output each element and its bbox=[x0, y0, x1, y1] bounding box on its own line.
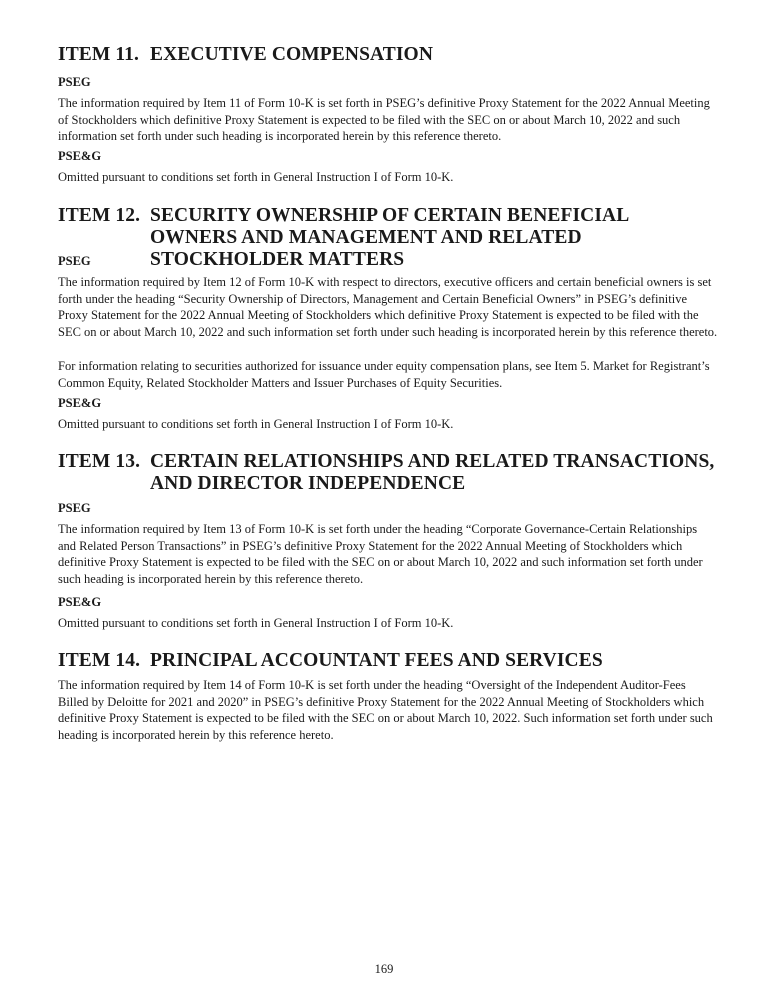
paragraph: The information required by Item 12 of Form 10-K with respect to directors, executive officers and certain beneficial owners is set forth under the heading “Security Ownership of Directors, Management and Certain Beneficial Owners” in PSEG’s definitive Proxy Statement for the 2022 Annual Meeting of Stockholders which definitive Proxy Statement is expected to be filed with the SEC on or about March 10, 2022 and such information set forth under such heading is incorporated herein by this reference thereto. bbox=[58, 275, 718, 339]
paragraph: Omitted pursuant to conditions set forth in General Instruction I of Form 10-K. bbox=[58, 616, 454, 630]
section-label: PSE&G bbox=[58, 396, 102, 410]
paragraph: The information required by Item 11 of Form 10-K is set forth in PSEG’s definitive Proxy Statement for the 2022 Annual Meeting of Stockholders which definitive Proxy Statement is expected to be filed with the SEC on or about March 10, 2022 and such information set forth under such heading is incorporated herein by this reference thereto. bbox=[58, 96, 710, 144]
item-title: PRINCIPAL ACCOUNTANT FEES AND SERVICES bbox=[150, 650, 603, 671]
section-label: PSEG bbox=[58, 254, 91, 268]
item-number: ITEM 12. bbox=[58, 205, 141, 226]
item-title: EXECUTIVE COMPENSATION bbox=[150, 44, 433, 65]
section-label: PSEG bbox=[58, 501, 91, 515]
item-11-heading bbox=[58, 44, 718, 66]
section-label: PSE&G bbox=[58, 595, 102, 609]
item-14-heading bbox=[58, 650, 718, 672]
page-number: 169 bbox=[374, 962, 394, 976]
item-number: ITEM 11. bbox=[58, 44, 139, 65]
item-13-heading bbox=[58, 451, 718, 495]
paragraph: Omitted pursuant to conditions set forth in General Instruction I of Form 10-K. bbox=[58, 170, 454, 184]
item-title: CERTAIN RELATIONSHIPS AND RELATED TRANSACTIONS, AND DIRECTOR INDEPENDENCE bbox=[150, 451, 715, 494]
paragraph: The information required by Item 14 of Form 10-K is set forth under the heading “Oversight of the Independent Auditor-Fees Billed by Deloitte for 2021 and 2020” in PSEG’s definitive Proxy Statement for the 2022 Annual Meeting of Stockholders which definitive Proxy Statement is expected to be filed with the SEC on or about March 10, 2022. Such information set forth under such heading is incorporated herein by this reference hereto. bbox=[58, 678, 713, 742]
paragraph: For information relating to securities authorized for issuance under equity compensation plans, see Item 5. Market for Registrant’s Common Equity, Related Stockholder Matters and Issuer Purchases of Equity Securities. bbox=[58, 359, 710, 390]
item-number: ITEM 14. bbox=[58, 650, 141, 671]
section-label: PSE&G bbox=[58, 149, 102, 163]
section-label: PSEG bbox=[58, 75, 91, 89]
paragraph: The information required by Item 13 of Form 10-K is set forth under the heading “Corporate Governance-Certain Relationships and Related Person Transactions” in PSEG’s definitive Proxy Statement for the 2022 Annual Meeting of Stockholders which definitive Proxy Statement is expected to be filed with the SEC on or about March 10, 2022 and such information set forth under such heading is incorporated herein by this reference thereto. bbox=[58, 522, 703, 586]
item-number: ITEM 13. bbox=[58, 451, 141, 472]
paragraph: Omitted pursuant to conditions set forth in General Instruction I of Form 10-K. bbox=[58, 417, 454, 431]
item-title: SECURITY OWNERSHIP OF CERTAIN BENEFICIAL OWNERS AND MANAGEMENT AND RELATED STOCKHOLDER MATTERS bbox=[150, 205, 629, 270]
